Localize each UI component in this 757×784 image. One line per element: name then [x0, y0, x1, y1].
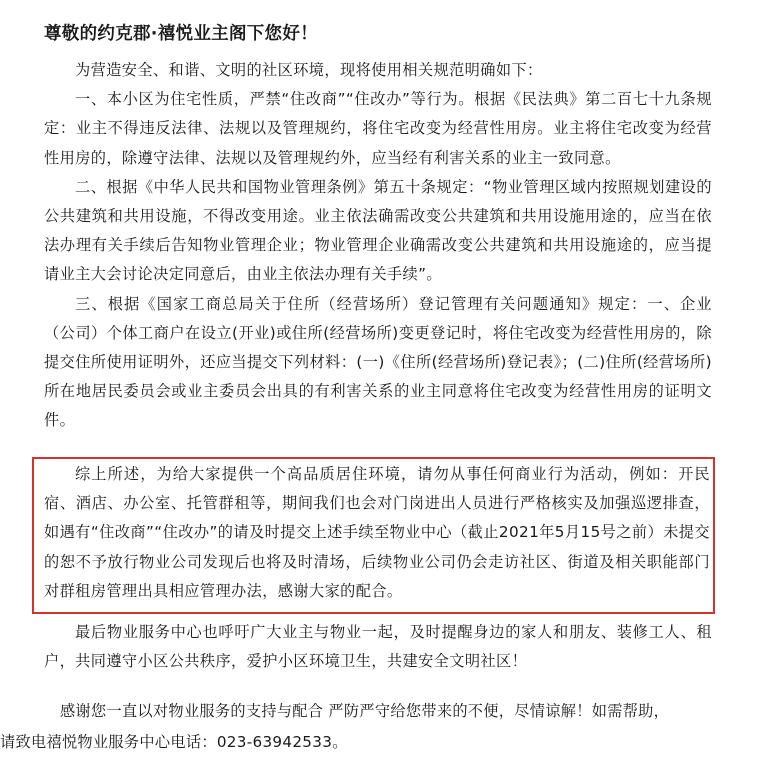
notice-closing: 最后物业服务中心也呼吁广大业主与物业一起，及时提醒身边的家人和朋友、装修工人、租户，共同遵守小区公共秩序，爱护小区环境卫生，共建安全文明社区！ — [44, 623, 712, 671]
notice-item-1: 一、本小区为住宅性质，严禁“住改商”“住改办”等行为。根据《民法典》第二百七十九条规定：业主不得违反法律、法规以及管理规约，将住宅改变为经营性用房。业主将住宅改变为经营性用房的，除遵守法律、法规以及管理规约外，应当经有利害关系的业主一致同意。 — [44, 90, 712, 167]
notice-item-2: 二、根据《中华人民共和国物业管理条例》第五十条规定：“物业管理区域内按照规划建设的公共建筑和共用设施，不得改变用途。业主依法确需改变公共建筑和共用设施用途的，应当在依法办理有关手续后告知物业管理企业；物业管理企业确需改变公共建筑和共用设施途的，应当提请业主大会讨论决定同意后，由业主依法办理有关手续”。 — [44, 177, 712, 284]
contact-line: 请致电禧悦物业服务中心电话：023-63942533。 — [0, 733, 348, 751]
notice-summary: 综上所述，为给大家提供一个高品质居住环境，请勿从事任何商业行为活动，例如：开民宿、酒店、办公室、托管群租等，期间我们也会对门岗进出人员进行严格核实及加强巡逻排查，如遇有“住改商”“住改办”的请及时提交上述手续至物业中心（截止2021年5月15号之前）未提交的恕不予放行物业公司发现后也将及时清场，后续物业公司仍会走访社区、街道及相关职能部门对群租房管理出具相应管理办法，感谢大家的配合。 — [44, 465, 710, 600]
notice-item-3: 三、根据《国家工商总局关于住所（经营场所）登记管理有关问题通知》规定：一、企业（公司）个体工商户在设立(开业)或住所(经营场所)变更登记时，将住宅改变为经营性用房的，除提交住所使用证明外，还应当提交下列材料：(一)《住所(经营场所)登记表》；(二)住所(经营场所)所在地居民委员会或业主委员会出具的有利害关系的业主同意将住宅改变为经营性用房的证明文件。 — [44, 294, 712, 430]
notice-body — [44, 56, 712, 436]
notice-thanks — [0, 696, 730, 758]
notice-greeting: 尊敬的约克郡·禧悦业主阁下您好！ — [44, 24, 318, 44]
notice-intro: 为营造安全、和谐、文明的社区环境，现将使用相关规范明确如下： — [75, 61, 543, 79]
thanks-line-1: 感谢您一直以对物业服务的支持与配合 严防严守给您带来的不便，尽情谅解！如需帮助， — [60, 702, 670, 720]
